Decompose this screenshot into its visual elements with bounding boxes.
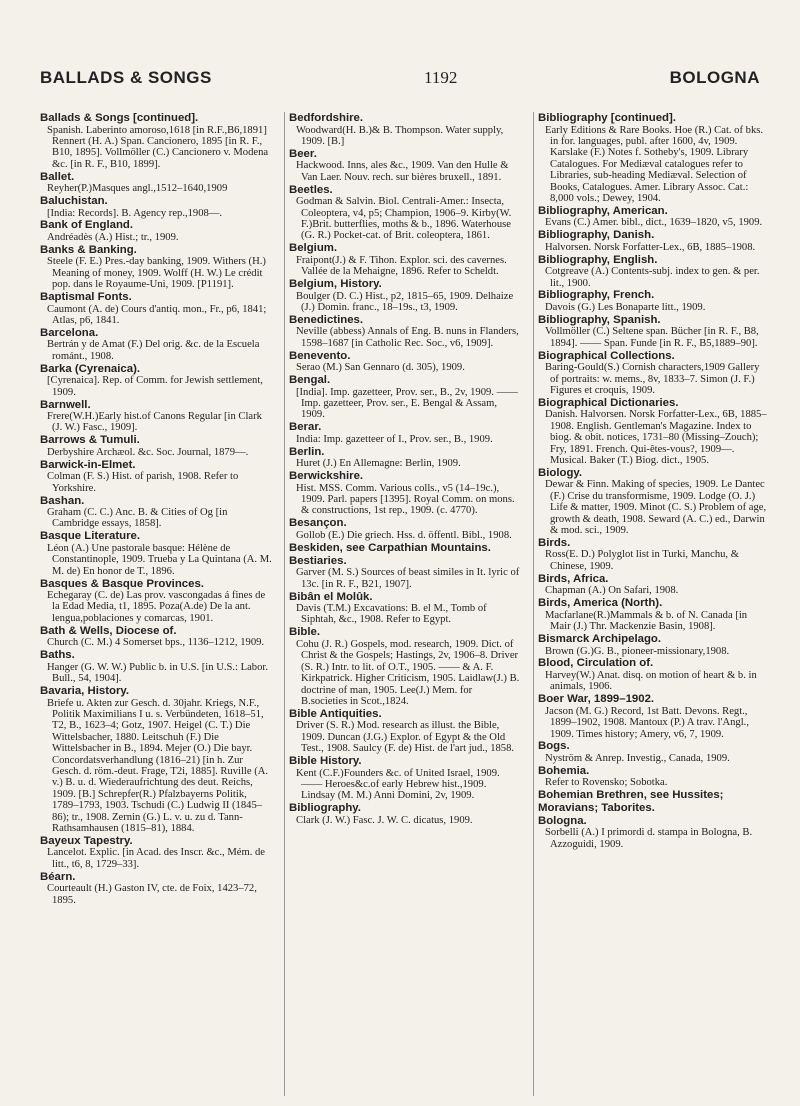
entry-heading: Bestiaries. — [289, 554, 347, 567]
entry-body: Church (C. M.) 4 Somerset bps., 1136–1212, 1909. — [47, 637, 265, 649]
entry-heading: Bibân el Molûk. — [289, 590, 373, 603]
index-entry — [538, 740, 770, 764]
page-header — [40, 68, 760, 94]
entry-body: Garver (M. S.) Sources of beast similes in It. lyric of 13c. [in R. F., B21, 1907]. — [296, 567, 520, 590]
index-entry — [538, 289, 770, 313]
entry-heading: Bologna. — [538, 814, 587, 827]
entry-body: Lancelot. Explic. [in Acad. des Inscr. &c., Mém. de litt., t6, 8, 1729–33]. — [47, 847, 265, 870]
index-entry — [289, 755, 521, 802]
index-entry — [40, 530, 272, 577]
entry-heading: Bedfordshire. — [289, 112, 364, 124]
index-entry — [538, 467, 770, 537]
entry-heading: Bible Antiquities. — [289, 707, 382, 720]
index-entry — [289, 112, 521, 147]
entry-heading: Biographical Collections. — [538, 349, 675, 362]
entry-body: Fraipont(J.) & F. Tihon. Explor. sci. des cavernes. Vallée de la Mehaigne, 1896. Refer to Scheldt. — [296, 254, 507, 278]
entry-body: Echegaray (C. de) Las prov. vascongadas á fines de la Edad Media, t1, 1895. Poza(A.de) De la ant. lengua,poblaciones y comarcas, 1901. — [47, 590, 266, 624]
entry-heading: Birds, America (North). — [538, 597, 663, 610]
entry-heading: Bayeux Tapestry. — [40, 834, 133, 847]
entry-heading: Bohemian Brethren, see Hussites; Moravians; Taborites. — [538, 789, 724, 814]
index-entry — [40, 434, 272, 458]
index-entry — [40, 195, 272, 219]
index-entry — [538, 815, 770, 850]
entry-heading: Besançon. — [289, 517, 347, 530]
entry-body: Woodward(H. B.)& B. Thompson. Water supply, 1909. [B.] — [296, 124, 504, 147]
index-entry — [289, 350, 521, 374]
entry-body: Caumont (A. de) Cours d'antiq. mon., Fr., p6, 1841; Atlas, p6, 1841. — [47, 303, 267, 326]
entry-heading: Bible History. — [289, 755, 362, 768]
index-entry — [538, 350, 770, 397]
entry-heading: Baluchistan. — [40, 195, 108, 208]
index-entry — [40, 399, 272, 434]
entry-body: Macfarlane(R.)Mammals & b. of N. Canada [in Mair (J.) Thr. Mackenzie Basin, 1908]. — [545, 609, 748, 633]
entry-heading: Barka (Cyrenaica). — [40, 362, 141, 375]
entry-body: Reyher(P.)Masques angl.,1512–1640,1909 — [47, 183, 228, 195]
entry-body: Frere(W.H.)Early hist.of Canons Regular [in Clark (J. W.) Fasc., 1909]. — [47, 411, 262, 434]
entry-heading: Barnwell. — [40, 398, 91, 411]
index-entry — [40, 649, 272, 684]
index-entry — [289, 802, 521, 826]
entry-heading: Bogs. — [538, 740, 570, 753]
index-entry — [538, 657, 770, 692]
entry-body: [India]. Imp. gazetteer, Prov. ser., B., 2v, 1909. —— Imp. gazetteer, Prov. ser., E. Bengal & Assam, 1909. — [296, 386, 518, 421]
entry-body: Harvey(W.) Anat. disq. on motion of heart & b. in animals, 1906. — [545, 669, 757, 693]
entry-heading: Bath & Wells, Diocese of. — [40, 624, 177, 637]
entry-heading: Belgium. — [289, 242, 338, 255]
running-head-right: BOLOGNA — [669, 68, 760, 87]
index-entry — [289, 314, 521, 349]
index-entry — [289, 242, 521, 277]
entry-heading: Béarn. — [40, 870, 76, 883]
index-entry — [538, 254, 770, 289]
entry-heading: Beetles. — [289, 183, 333, 196]
entry-body: Ross(E. D.) Polyglot list in Turki, Manchu, & Chinese, 1909. — [545, 549, 739, 572]
index-entry — [289, 184, 521, 242]
entry-body: Godman & Salvin. Biol. Centrali-Amer.: Insecta, Coleoptera, v4, p5; Champion, 1906–9. Kirby(W. F.)Brit. butterflies, moths & b., 1896. Waterhouse (G. R.) Pocket-cat. of Brit. coleoptera, 1861. — [296, 196, 512, 242]
entry-body: Danish. Halvorsen. Norsk Forfatter-Lex., 6B, 1885–1908. English. Gentleman's Magazine. Index to biog. & obit. notices, 1731–80 (Missing–Zouch); Fry, 1891. French. Qui-êtes-vous?, 1909—. Musical. Baker (T.) Biog. dict., 1905. — [545, 409, 767, 467]
entry-heading: Bank of England. — [40, 219, 134, 232]
index-entry — [40, 871, 272, 906]
index-entry — [289, 591, 521, 626]
index-entry — [289, 148, 521, 183]
entry-heading: Bibliography, English. — [538, 253, 658, 266]
entry-heading: Bibliography. — [289, 802, 361, 815]
entry-heading: Bashan. — [40, 494, 85, 507]
entry-heading: Bibliography [continued]. — [538, 112, 676, 124]
entry-body: Brown (G.)G. B., pioneer-missionary,1908. — [545, 645, 730, 657]
entry-body: Clark (J. W.) Fasc. J. W. C. dicatus, 1909. — [296, 814, 473, 826]
entry-body: Andréadès (A.) Hist.; tr., 1909. — [47, 231, 179, 243]
entry-body: Jacson (M. G.) Record, 1st Batt. Devons. Regt., 1899–1902, 1908. Mantoux (P.) A trav. l'Angl., 1909. Times history; Amery, v6, 7, 1909. — [545, 705, 749, 740]
index-entry — [289, 626, 521, 707]
entry-heading: Berlin. — [289, 445, 325, 458]
index-entry — [538, 693, 770, 740]
entry-body: Serao (M.) San Gennaro (d. 305), 1909. — [296, 362, 465, 374]
entry-heading: Bibliography, Spanish. — [538, 313, 661, 326]
entry-heading: Berar. — [289, 421, 322, 434]
entry-body: Hanger (G. W. W.) Public b. in U.S. [in U.S.: Labor. Bull., 54, 1904]. — [47, 661, 268, 685]
entry-heading: Barwick-in-Elmet. — [40, 458, 136, 471]
entry-heading: Baptismal Fonts. — [40, 291, 132, 304]
entry-body: Baring-Gould(S.) Cornish characters,1909 Gallery of portraits: w. mems., 8v, 1833–7. Simon (J. F.) Figures et croquis, 1909. — [545, 362, 760, 396]
index-entry — [538, 633, 770, 657]
entry-body: Derbyshire Archæol. &c. Soc. Journal, 1879—. — [47, 446, 249, 458]
index-entry — [538, 789, 770, 814]
entry-heading: Bibliography, Danish. — [538, 229, 655, 242]
entry-body: Driver (S. R.) Mod. research as illust. the Bible, 1909. Duncan (J.G.) Explor. of Egypt & the Old Test., 1908. Saulcy (F. de) Hist. de l'art jud., 1858. — [296, 720, 515, 755]
entry-heading: Ballet. — [40, 170, 75, 183]
entry-body: Halvorsen. Norsk Forfatter-Lex., 6B, 1885–1908. — [545, 241, 756, 253]
index-entry — [40, 112, 272, 170]
index-entry — [40, 327, 272, 362]
index-entry — [289, 446, 521, 470]
index-entry — [40, 363, 272, 398]
entry-body: Sorbelli (A.) I primordi d. stampa in Bologna, B. Azzoguidi, 1909. — [545, 827, 753, 850]
entry-body: Davois (G.) Les Bonaparte litt., 1909. — [545, 301, 706, 313]
entry-heading: Biographical Dictionaries. — [538, 396, 679, 409]
index-entry — [40, 685, 272, 834]
entry-heading: Blood, Circulation of. — [538, 657, 654, 670]
entry-body: Spanish. Laberinto amoroso,1618 [in R.F.,B6,1891] Rennert (H. A.) Span. Cancionero, 1895 [in R. F., B10, 1895]. Vollmöller (C.) Cancionero v. Modena &c. [in R. F., B10, 1899]. — [47, 124, 269, 170]
entry-heading: Barrows & Tumuli. — [40, 434, 140, 447]
entry-heading: Bavaria, History. — [40, 685, 130, 697]
entry-body: Graham (C. C.) Anc. B. & Cities of Og [in Cambridge essays, 1858]. — [47, 507, 228, 530]
index-entry — [538, 314, 770, 349]
entry-heading: Biology. — [538, 466, 583, 479]
entry-heading: Bengal. — [289, 374, 331, 387]
entry-body: Dewar & Finn. Making of species, 1909. Le Dantec (F.) Crise du transformisme, 1909. Lodge (O. J.) Life & matter, 1909. Minot (C. S.) Problem of age, growth & death, 1908. Seward (A. C.) ed., Darwin & mod. sci., 1909. — [545, 479, 767, 537]
entry-body: Cohu (J. R.) Gospels, mod. research, 1909. Dict. of Christ & the Gospels; Hastings, 2v, 1906–8. Driver (S. R.) Intr. to lit. of O.T., 1905. —— & A. F. Kirkpatrick. Higher Criticism, 1905. Laidlaw(J.) B. doctrine of man, 1905. Lee(J.) Mem. for B.societies in Scot.,1824. — [296, 638, 520, 707]
index-entry — [538, 597, 770, 632]
entry-body: Refer to Rovensko; Sobotka. — [545, 777, 668, 789]
entry-body: Hackwood. Inns, ales &c., 1909. Van den Hulle & Van Laer. Nouv. rech. sur bières bruxell., 1891. — [296, 160, 509, 183]
entry-body: Neville (abbess) Annals of Eng. B. nuns in Flanders, 1598–1687 [in Catholic Rec. Soc., v6, 1909]. — [296, 326, 519, 349]
entry-body: Early Editions & Rare Books. Hoe (R.) Cat. of bks. in for. languages, publ. after 1600, 4v, 1909. Karslake (F.) Notes f. Sotheby's, 1909. Library Catalogues. For Mediæval catalogues refer to Libraries, sub-heading Mediæval. Selection of Books, Catalogues. Amer. Library Assoc. Cat.: 8,000 vols.; Dewey, 1904. — [545, 124, 764, 204]
entry-body: Chapman (A.) On Safari, 1908. — [545, 585, 679, 597]
entry-heading: Beskiden, see Carpathian Mountains. — [289, 541, 491, 554]
entry-heading: Basques & Basque Provinces. — [40, 577, 204, 590]
entry-heading: Bismarck Archipelago. — [538, 633, 662, 645]
index-entry — [40, 578, 272, 625]
entry-heading: Bibliography, French. — [538, 289, 655, 302]
index-entry — [289, 517, 521, 541]
index-entry — [289, 421, 521, 445]
index-columns — [40, 112, 770, 1096]
entry-heading: Ballads & Songs [continued]. — [40, 112, 199, 124]
index-entry — [40, 219, 272, 243]
index-entry — [289, 555, 521, 590]
index-entry — [40, 495, 272, 530]
entry-body: Vollmöller (C.) Seltene span. Bücher [in R. F., B8, 1894]. —— Span. Funde [in R. F., B5,1889–90]. — [545, 326, 759, 349]
entry-body: Léon (A.) Une pastorale basque: Hélène de Constantinople, 1909. Trueba y La Quintana (A. M. M. de) En honor de T., 1896. — [47, 542, 272, 577]
entry-heading: Bible. — [289, 626, 321, 639]
entry-body: Courteault (H.) Gaston IV, cte. de Foix, 1423–72, 1895. — [47, 883, 257, 906]
entry-body: Cotgreave (A.) Contents-subj. index to gen. & per. lit., 1900. — [545, 266, 760, 289]
entry-heading: Birds. — [538, 536, 571, 549]
entry-heading: Basque Literature. — [40, 530, 141, 543]
entry-body: [Cyrenaica]. Rep. of Comm. for Jewish settlement, 1909. — [47, 375, 263, 398]
index-entry — [289, 470, 521, 517]
entry-body: Nyström & Anrep. Investig., Canada, 1909. — [545, 752, 730, 764]
running-head-left: BALLADS & SONGS — [40, 68, 212, 87]
index-entry — [40, 625, 272, 649]
index-entry — [538, 537, 770, 572]
index-entry — [289, 374, 521, 421]
index-column-1 — [40, 112, 272, 1096]
index-entry — [289, 278, 521, 313]
entry-heading: Banks & Banking. — [40, 243, 137, 256]
entry-heading: Barcelona. — [40, 326, 99, 339]
entry-heading: Belgium, History. — [289, 278, 382, 291]
entry-body: Huret (J.) En Allemagne: Berlin, 1909. — [296, 458, 461, 470]
index-entry — [289, 542, 521, 555]
entry-body: India: Imp. gazetteer of I., Prov. ser., B., 1909. — [296, 433, 493, 445]
index-entry — [40, 244, 272, 291]
index-column-2 — [284, 112, 521, 1096]
entry-body: Briefe u. Akten zur Gesch. d. 30jahr. Kriegs, N.F., Politik Maximilians I u. s. Verbündeten, 1618–51, T2, B., 1623–4; Gotz, 1907. Heigel (C. T.) Die Wittelsbacher, 1880. Leitschuh (F.) Die Wittelsbacher in B., 1894. Mejer (O.) Die bayr. Concordatsverhandlung (1816–21) [in h. Zur Gesch. d. röm.-deut. Frage, T2i, 1885]. Ruville (A. v.) B. u. d. Wiederaufrichtung des deut. Reichs, 1909. [B.] Schrepfer(R.) Pfalzbayerns Politik, 1789–1793, 1903. Tschudi (C.) Ludwig II (1845–86); tr., 1908. Zernin (G.) L. v. u. zu d. Tann-Rathsamhausen (1815–81), 1884. — [47, 697, 269, 834]
entry-body: Bertrán y de Amat (F.) Del orig. &c. de la Escuela románt., 1908. — [47, 339, 260, 362]
entry-heading: Boer War, 1899–1902. — [538, 693, 655, 706]
index-entry — [538, 112, 770, 204]
entry-heading: Bibliography, American. — [538, 204, 668, 217]
entry-body: Evans (C.) Amer. bibl., dict., 1639–1820, v5, 1909. — [545, 217, 763, 229]
index-entry — [40, 835, 272, 870]
entry-heading: Birds, Africa. — [538, 572, 609, 585]
entry-heading: Berwickshire. — [289, 470, 364, 483]
index-entry — [40, 459, 272, 494]
entry-body: Hist. MSS. Comm. Various colls., v5 (14–19c.), 1909. Parl. papers [1395]. Royal Comm. on mons. & constructions, 1st rep., 1909. (c. 4770). — [296, 482, 515, 517]
index-entry — [40, 291, 272, 326]
entry-body: Gollob (E.) Die griech. Hss. d. öffentl. Bibl., 1908. — [296, 529, 512, 541]
index-entry — [538, 573, 770, 597]
entry-body: Steele (F. E.) Pres.-day banking, 1909. Withers (H.) Meaning of money, 1909. Wolff (H. W.) Le crédit pop. dans le Royaume-Uni, 1909. [P1191]. — [47, 256, 266, 291]
index-entry — [538, 229, 770, 253]
entry-heading: Benedictines. — [289, 313, 364, 326]
entry-heading: Beer. — [289, 147, 317, 160]
entry-body: Davis (T.M.) Excavations: B. el M., Tomb of Siphtah, &c., 1908. Refer to Egypt. — [296, 603, 487, 626]
index-entry — [538, 765, 770, 789]
entry-heading: Bohemia. — [538, 764, 590, 777]
page-number: 1192 — [424, 68, 458, 87]
entry-body: Colman (F. S.) Hist. of parish, 1908. Refer to Yorkshire. — [47, 471, 239, 494]
index-column-3 — [533, 112, 770, 1096]
entry-heading: Baths. — [40, 649, 75, 662]
entry-body: Kent (C.F.)Founders &c. of United Israel, 1909. —— Heroes&c.of early Hebrew hist.,1909. Lindsay (M. M.) Anni Domini, 2v, 1909. — [296, 767, 500, 802]
entry-body: Boulger (D. C.) Hist., p2, 1815–65, 1909. Delhaize (J.) Domin. franc., 18–19s., t3, 1909. — [296, 290, 514, 313]
index-entry — [289, 708, 521, 755]
index-entry — [538, 397, 770, 467]
entry-body: [India: Records]. B. Agency rep.,1908—. — [47, 207, 223, 219]
index-entry — [538, 205, 770, 229]
index-entry — [40, 171, 272, 195]
entry-heading: Benevento. — [289, 349, 351, 362]
